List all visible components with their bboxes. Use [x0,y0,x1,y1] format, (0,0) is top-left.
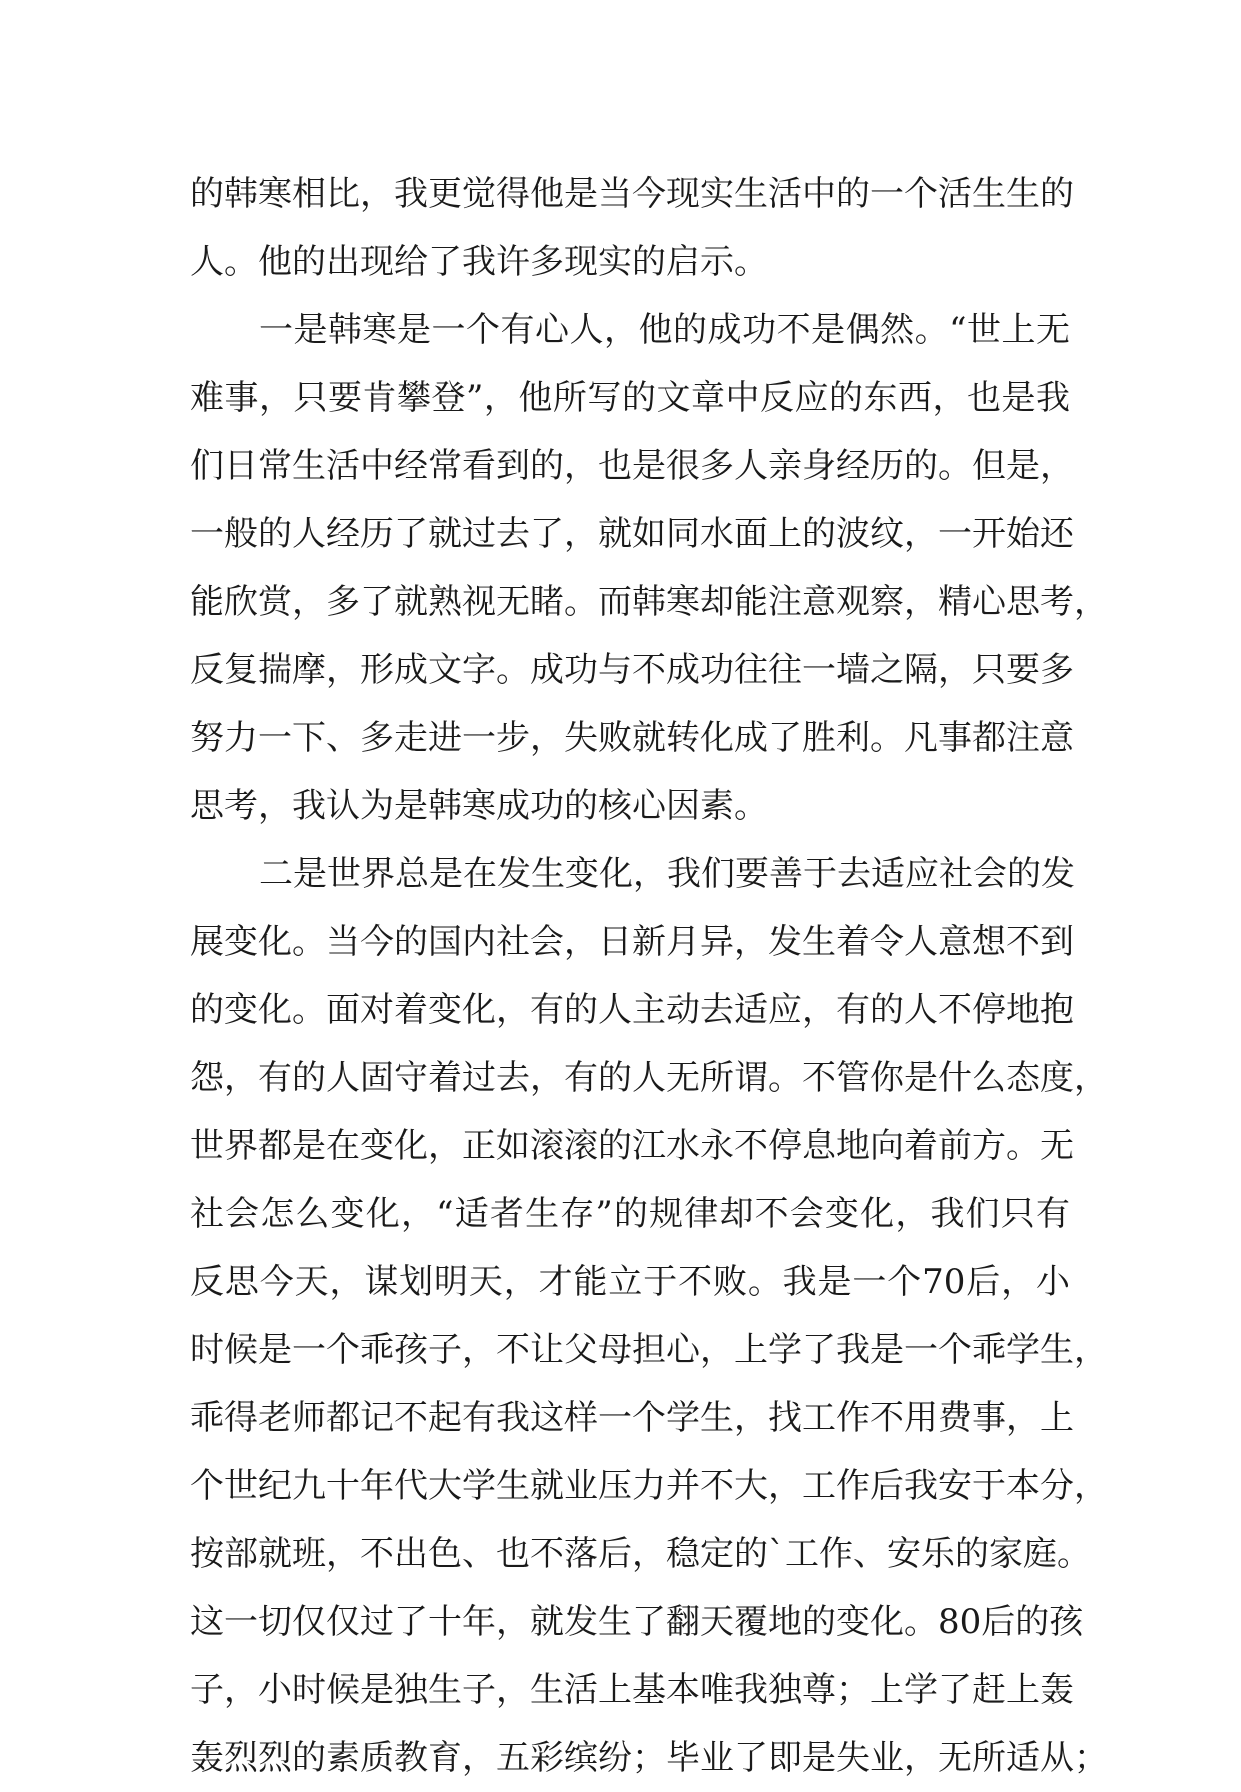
text-line-4: 难事，只要肯攀登”，他所写的文章中反应的东西，也是我 [190,378,1070,418]
text-line-12: 展变化。当今的国内社会，日新月异，发生着令人意想不到 [190,922,1074,962]
text-line-20: 个世纪九十年代大学生就业压力并不大，工作后我安于本分， [190,1466,1108,1506]
text-line-7: 能欣赏，多了就熟视无睹。而韩寒却能注意观察，精心思考， [190,582,1108,622]
text-line-15: 世界都是在变化，正如滚滚的江水永不停息地向着前方。无 [190,1126,1074,1166]
text-line-6: 一般的人经历了就过去了，就如同水面上的波纹，一开始还 [190,514,1074,554]
text-line-13: 的变化。面对着变化，有的人主动去适应，有的人不停地抱 [190,990,1074,1030]
text-line-9: 努力一下、多走进一步，失败就转化成了胜利。凡事都注意 [190,718,1074,758]
text-line-10: 思考，我认为是韩寒成功的核心因素。 [190,786,768,826]
text-line-14: 怨，有的人固守着过去，有的人无所谓。不管你是什么态度， [190,1058,1108,1098]
text-line-1: 的韩寒相比，我更觉得他是当今现实生活中的一个活生生的 [190,174,1074,214]
document-body [190,160,1108,1792]
text-line-5: 们日常生活中经常看到的，也是很多人亲身经历的。但是， [190,446,1074,486]
text-line-11: 二是世界总是在发生变化，我们要善于去适应社会的发 [259,854,1075,894]
text-line-2: 人。他的出现给了我许多现实的启示。 [190,242,768,282]
text-line-8: 反复揣摩，形成文字。成功与不成功往往一墙之隔，只要多 [190,650,1074,690]
text-line-16: 社会怎么变化，“适者生存”的规律却不会变化，我们只有 [190,1194,1070,1234]
text-line-18: 时候是一个乖孩子，不让父母担心，上学了我是一个乖学生， [190,1330,1108,1370]
text-line-21: 按部就班，不出色、也不落后，稳定的`工作、安乐的家庭。 [190,1534,1091,1574]
text-line-3: 一是韩寒是一个有心人，他的成功不是偶然。“世上无 [259,310,1070,350]
text-line-22: 这一切仅仅过了十年，就发生了翻天覆地的变化。80后的孩 [190,1602,1084,1642]
text-line-24: 轰烈烈的素质教育，五彩缤纷；毕业了即是失业，无所适从； [190,1738,1108,1778]
text-line-23: 子，小时候是独生子，生活上基本唯我独尊；上学了赶上轰 [190,1670,1074,1710]
text-line-19: 乖得老师都记不起有我这样一个学生，找工作不用费事，上 [190,1398,1074,1438]
text-line-17: 反思今天，谋划明天，才能立于不败。我是一个70后，小 [190,1262,1070,1302]
